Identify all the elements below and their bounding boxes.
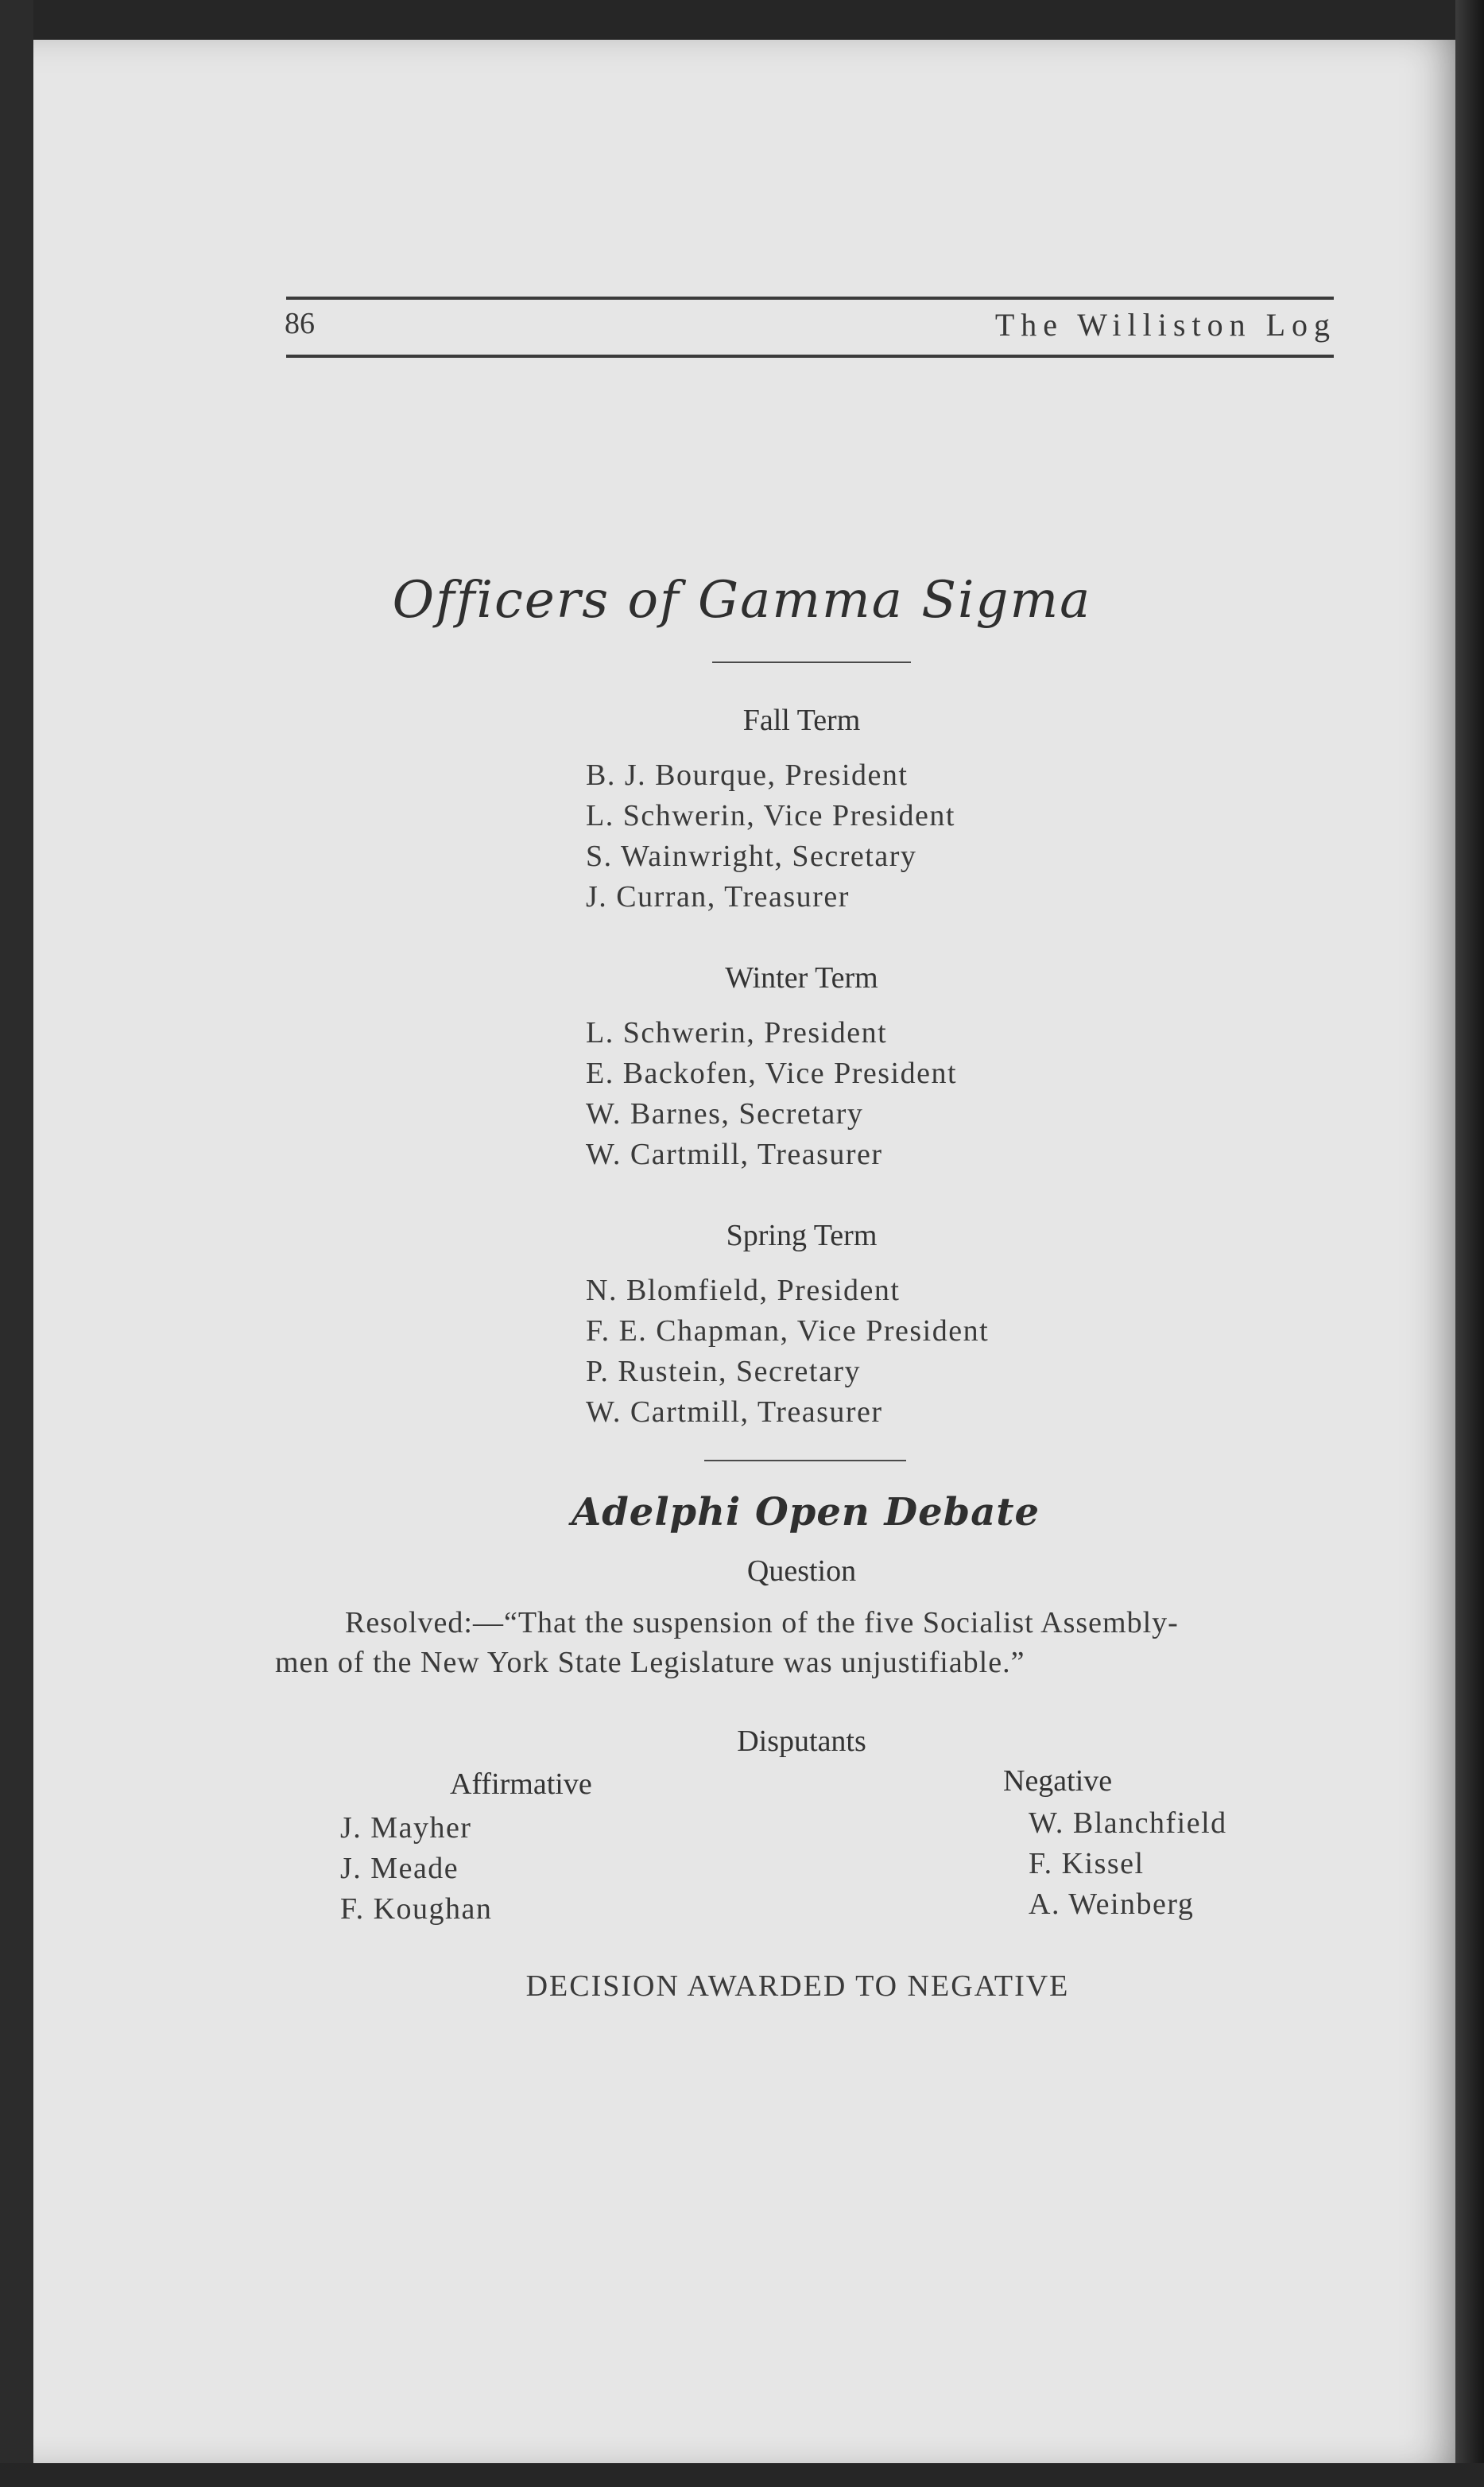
scan-border-top	[0, 0, 1484, 40]
fall-term-heading: Fall Term	[742, 704, 861, 737]
officer-entry: J. Curran, Treasurer	[586, 880, 850, 914]
decision-text: DECISION AWARDED TO NEGATIVE	[525, 1969, 1070, 2003]
disputant-name: F. Koughan	[340, 1892, 493, 1926]
header-rule-top	[286, 297, 1334, 300]
disputant-name: J. Meade	[340, 1852, 459, 1885]
running-title: The Williston Log	[994, 307, 1336, 343]
debate-title: Adelphi Open Debate	[571, 1490, 1040, 1534]
officers-title: Officers of Gamma Sigma	[392, 571, 1092, 630]
winter-term-officers	[586, 1013, 957, 1175]
section-divider	[712, 662, 911, 663]
officer-entry: F. E. Chapman, Vice President	[586, 1314, 990, 1348]
scan-border-bottom	[0, 2463, 1484, 2487]
section-divider	[704, 1460, 906, 1461]
spring-term-heading: Spring Term	[726, 1219, 878, 1252]
disputant-name: W. Blanchfield	[1029, 1806, 1227, 1840]
disputant-name: A. Weinberg	[1029, 1888, 1195, 1921]
officer-entry: P. Rustein, Secretary	[586, 1355, 862, 1388]
disputant-name: F. Kissel	[1029, 1847, 1145, 1880]
officer-entry: E. Backofen, Vice President	[586, 1057, 957, 1090]
disputant-name: J. Mayher	[340, 1811, 472, 1845]
negative-list	[1029, 1803, 1227, 1925]
affirmative-heading: Affirmative	[450, 1767, 592, 1801]
officer-entry: L. Schwerin, President	[586, 1016, 888, 1050]
officer-entry: S. Wainwright, Secretary	[586, 840, 917, 873]
disputants-heading: Disputants	[737, 1725, 866, 1758]
winter-term-heading: Winter Term	[725, 961, 878, 995]
officer-entry: W. Cartmill, Treasurer	[586, 1395, 883, 1429]
officer-entry: W. Barnes, Secretary	[586, 1097, 864, 1131]
resolution-text	[275, 1603, 1332, 1682]
officer-entry: B. J. Bourque, President	[586, 759, 909, 792]
header-rule-bottom	[286, 355, 1334, 358]
affirmative-list	[340, 1808, 492, 1930]
officer-entry: N. Blomfield, President	[586, 1274, 901, 1307]
spring-term-officers	[586, 1271, 989, 1433]
officer-entry: W. Cartmill, Treasurer	[586, 1138, 883, 1171]
question-heading: Question	[746, 1554, 857, 1588]
fall-term-officers	[586, 755, 955, 918]
resolution-line: Resolved:—“That the suspension of the five Socialist Assembly-	[345, 1606, 1179, 1639]
officer-entry: L. Schwerin, Vice President	[586, 799, 955, 832]
resolution-line: men of the New York State Legislature was unjustifiable.”	[275, 1646, 1025, 1679]
page-number: 86	[285, 307, 315, 340]
negative-heading: Negative	[1003, 1764, 1113, 1798]
